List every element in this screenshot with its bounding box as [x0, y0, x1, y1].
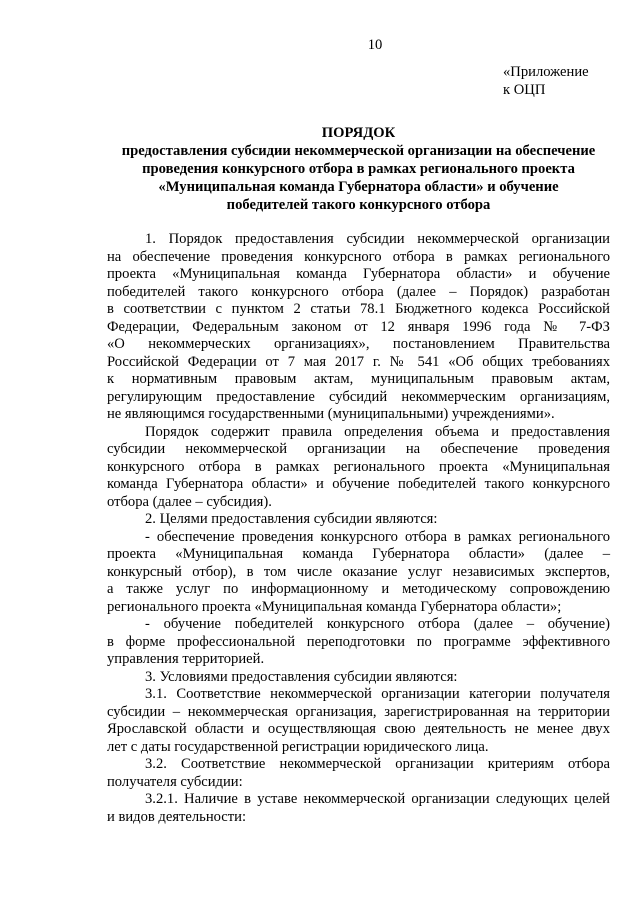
text-line: 3.2. Соответствие некоммерческой организации критериям отбора: [145, 756, 610, 772]
heading-subtitle-line: проведения конкурсного отбора в рамках регионального проекта: [142, 161, 575, 177]
text-line: 3.2.1. Наличие в уставе некоммерческой организации следующих целей: [145, 791, 610, 807]
text-line: в форме профессиональной переподготовки по программе эффективного: [107, 633, 610, 650]
text-line: Российской Федерации от 7 мая 2017 г. № 541 «Об общих требованиях: [107, 353, 610, 370]
text-line: проекта «Муниципальная команда Губернатора области» (далее –: [107, 546, 610, 562]
text-line: к нормативным правовым актам, муниципальным правовым актам,: [107, 371, 610, 387]
heading-subtitle-line: победителей такого конкурсного отбора: [226, 197, 491, 213]
heading-subtitle-line: предоставления субсидии некоммерческой организации на обеспечение: [121, 143, 596, 159]
text-line: 3.1. Соответствие некоммерческой организации категории получателя: [145, 686, 610, 702]
paragraph: [107, 616, 610, 669]
appendix-line: «Приложение: [503, 64, 589, 80]
body-text: [107, 231, 610, 826]
text-line: - обучение победителей конкурсного отбора (далее – обучение): [145, 616, 610, 632]
text-line: на обеспечение проведения конкурсного отбора в рамках регионального: [107, 248, 610, 265]
document-heading: [107, 124, 610, 214]
document-title: ПОРЯДОК: [321, 125, 396, 141]
text-line: и видов деятельности:: [107, 808, 247, 825]
text-line: конкурсный отбор), в том числе оказание услуг независимых экспертов,: [107, 563, 610, 580]
paragraph: [107, 529, 610, 617]
text-line: а также услуг по информационному и методическому сопровождению: [107, 581, 610, 597]
paragraph: [107, 791, 610, 826]
text-line: отбора (далее – субсидия).: [107, 493, 272, 510]
text-line: субсидии некоммерческой организации на обеспечение проведения: [107, 441, 610, 457]
text-line: субсидии – некоммерческая организация, зарегистрированная на территории: [107, 703, 610, 720]
paragraph: [107, 686, 610, 756]
text-line: Федерации, Федеральным законом от 12 января 1996 года № 7-ФЗ: [107, 318, 610, 335]
heading-subtitle-line: «Муниципальная команда Губернатора области» и обучение: [158, 179, 559, 195]
text-line: регионального проекта «Муниципальная команда Губернатора области»;: [107, 598, 562, 615]
text-line: 1. Порядок предоставления субсидии некоммерческой организации: [145, 231, 610, 247]
paragraph: [107, 424, 610, 512]
text-line: победителей такого конкурсного отбора (далее – Порядок) разработан: [107, 283, 610, 300]
page-number: 10: [367, 37, 383, 53]
text-line: 2. Целями предоставления субсидии являются:: [145, 511, 438, 527]
text-line: регулирующим предоставление субсидий некоммерческим организациям,: [107, 388, 610, 405]
paragraph: [107, 231, 610, 424]
text-line: проекта «Муниципальная команда Губернатора области» и обучение: [107, 266, 610, 282]
appendix-note: [503, 63, 589, 99]
appendix-line: к ОЦП: [503, 82, 546, 98]
paragraph: [107, 511, 610, 529]
text-line: управления территорией.: [107, 651, 265, 667]
text-line: 3. Условиями предоставления субсидии являются:: [145, 668, 458, 685]
text-line: в соответствии с пунктом 2 статьи 78.1 Бюджетного кодекса Российской: [107, 301, 610, 317]
text-line: - обеспечение проведения конкурсного отбора в рамках регионального: [145, 528, 610, 545]
text-line: конкурсного отбора в рамках регионального проекта «Муниципальная: [107, 458, 610, 475]
text-line: не являющимся государственными (муниципальными) учреждениями».: [107, 406, 555, 422]
text-line: получателя субсидии:: [107, 773, 243, 790]
paragraph: [107, 756, 610, 791]
text-line: «О некоммерческих организациях», постановлением Правительства: [107, 336, 610, 352]
text-line: Порядок содержит правила определения объема и предоставления: [145, 423, 610, 440]
text-line: Ярославской области и осуществляющая свою деятельность не менее двух: [107, 721, 610, 737]
text-line: лет с даты государственной регистрации юридического лица.: [107, 738, 489, 755]
text-line: команда Губернатора области» и обучение победителей такого конкурсного: [107, 476, 610, 492]
paragraph: [107, 669, 610, 687]
